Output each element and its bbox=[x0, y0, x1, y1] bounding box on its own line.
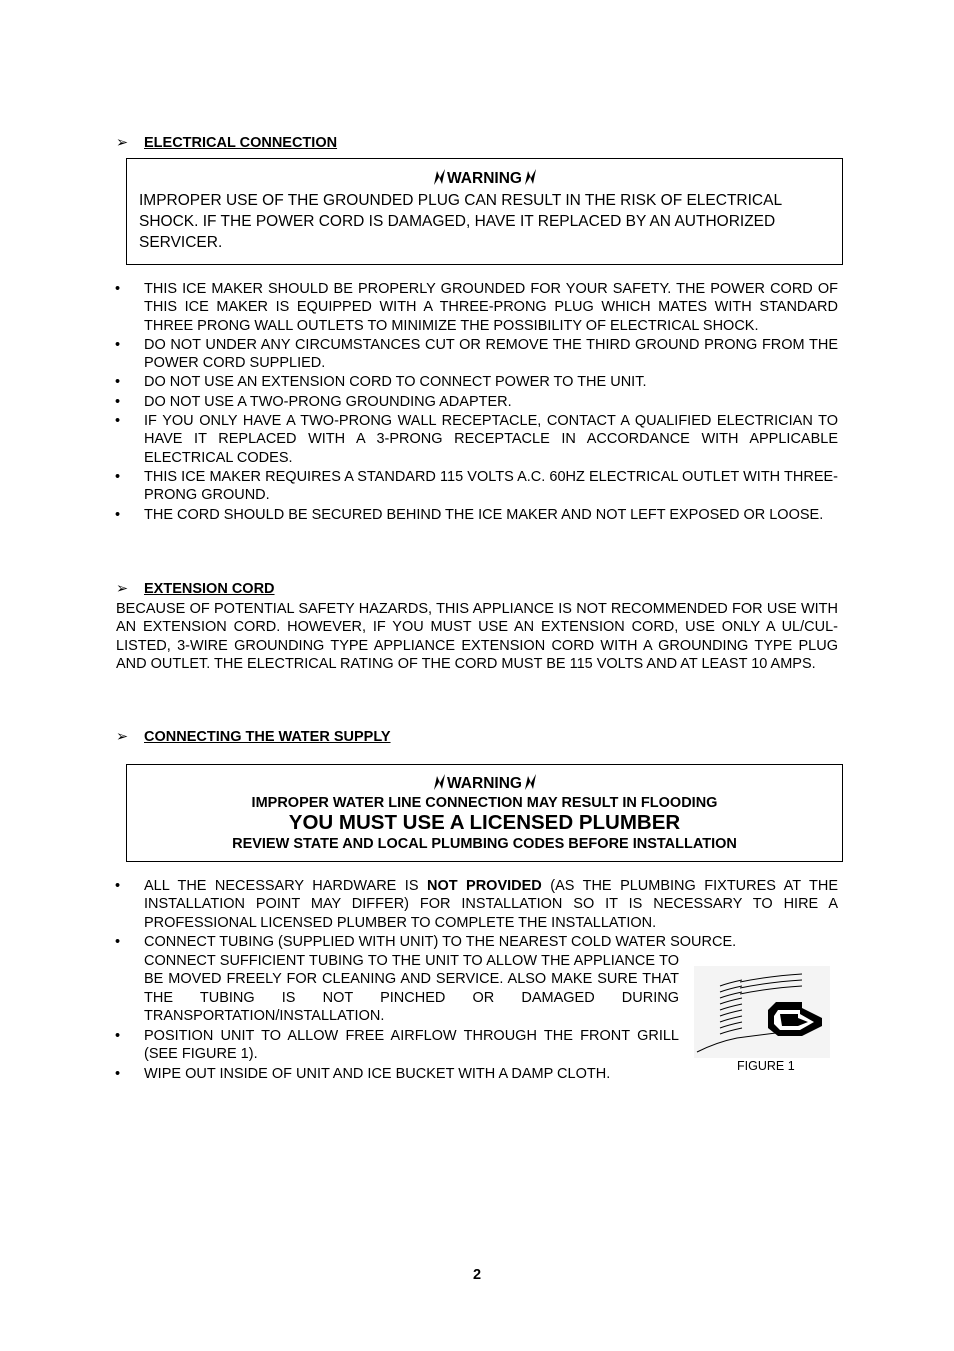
warning-label: WARNING bbox=[447, 170, 522, 187]
warning-title bbox=[127, 168, 842, 188]
warning-line: REVIEW STATE AND LOCAL PLUMBING CODES BEFORE INSTALLATION bbox=[232, 836, 737, 852]
figure-1-airflow-illustration bbox=[694, 966, 830, 1058]
section-title: EXTENSION CORD bbox=[144, 581, 275, 597]
list-item: • DO NOT USE A TWO-PRONG GROUNDING ADAPTER. bbox=[116, 393, 838, 411]
arrow-bullet-icon: ➢ bbox=[116, 135, 129, 151]
electrical-bullet-list bbox=[116, 280, 838, 524]
water-warning-box bbox=[126, 764, 843, 862]
list-item: • WIPE OUT INSIDE OF UNIT AND ICE BUCKET WITH A DAMP CLOTH. bbox=[116, 1065, 679, 1083]
page-number: 2 bbox=[472, 1267, 482, 1283]
water-bullet-list-top bbox=[116, 877, 838, 951]
list-item: • THIS ICE MAKER SHOULD BE PROPERLY GROUNDED FOR YOUR SAFETY. THE POWER CORD OF THIS ICE MAKER IS EQUIPPED WITH A THREE-PRONG PLUG WHICH MATES WITH STANDARD THREE PRONG WALL OUTLETS TO MINIMIZE THE POSSIBILITY OF ELECTRICAL SHOCK. bbox=[116, 280, 838, 335]
extension-paragraph: BECAUSE OF POTENTIAL SAFETY HAZARDS, THIS APPLIANCE IS NOT RECOMMENDED FOR USE WITH AN EXTENSION CORD. HOWEVER, IF YOU MUST USE AN EXTENSION CORD, USE ONLY A UL/CUL-LISTED, 3-WIRE GROUNDING TYPE APPLIANCE EXTENSION CORD WITH A GROUNDING TYPE PLUG AND OUTLET. THE ELECTRICAL RATING OF THE CORD MUST BE 115 VOLTS AND AT LEAST 10 AMPS. bbox=[116, 601, 838, 673]
list-item: • THE CORD SHOULD BE SECURED BEHIND THE ICE MAKER AND NOT LEFT EXPOSED OR LOOSE. bbox=[116, 506, 838, 524]
lightning-bolt-icon bbox=[522, 773, 538, 791]
list-item: • THIS ICE MAKER REQUIRES A STANDARD 115 VOLTS A.C. 60HZ ELECTRICAL OUTLET WITH THREE-PRONG GROUND. bbox=[116, 468, 838, 505]
water-heading bbox=[116, 729, 391, 745]
list-item: • CONNECT TUBING (SUPPLIED WITH UNIT) TO THE NEAREST COLD WATER SOURCE. bbox=[116, 933, 838, 951]
emphasis-text: NOT PROVIDED bbox=[426, 878, 542, 894]
list-item: • ALL THE NECESSARY HARDWARE IS NOT PROVIDED (AS THE PLUMBING FIXTURES AT THE INSTALLATION POINT MAY DIFFER) FOR INSTALLATION SO IT IS NECESSARY TO HIRE A PROFESSIONAL LICENSED PLUMBER TO COMPLETE THE INSTALLATION. bbox=[116, 877, 838, 932]
warning-text: IMPROPER USE OF THE GROUNDED PLUG CAN RESULT IN THE RISK OF ELECTRICAL SHOCK. IF THE POWER CORD IS DAMAGED, HAVE IT REPLACED BY AN AUTHORIZED SERVICER. bbox=[139, 192, 782, 251]
warning-emphasis: YOU MUST USE A LICENSED PLUMBER bbox=[288, 811, 681, 834]
list-item: • DO NOT UNDER ANY CIRCUMSTANCES CUT OR REMOVE THE THIRD GROUND PRONG FROM THE POWER CORD SUPPLIED. bbox=[116, 336, 838, 373]
water-bullet-list-bottom bbox=[116, 1027, 679, 1083]
warning-line: IMPROPER WATER LINE CONNECTION MAY RESULT IN FLOODING bbox=[251, 795, 718, 811]
section-title: ELECTRICAL CONNECTION bbox=[144, 135, 338, 151]
warning-label: WARNING bbox=[447, 775, 522, 792]
section-title: CONNECTING THE WATER SUPPLY bbox=[144, 729, 391, 745]
list-item: • DO NOT USE AN EXTENSION CORD TO CONNECT POWER TO THE UNIT. bbox=[116, 373, 838, 391]
warning-title bbox=[127, 773, 842, 793]
list-item: • IF YOU ONLY HAVE A TWO-PRONG WALL RECEPTACLE, CONTACT A QUALIFIED ELECTRICIAN TO HAVE IT REPLACED WITH A 3-PRONG RECEPTACLE IN ACCORDANCE WITH APPLICABLE ELECTRICAL CODES. bbox=[116, 412, 838, 467]
lightning-bolt-icon bbox=[431, 168, 447, 186]
list-item: • POSITION UNIT TO ALLOW FREE AIRFLOW THROUGH THE FRONT GRILL (SEE FIGURE 1). bbox=[116, 1027, 679, 1064]
electrical-heading bbox=[116, 135, 337, 151]
electrical-warning-box bbox=[126, 158, 843, 265]
arrow-bullet-icon: ➢ bbox=[116, 581, 129, 597]
airflow-grill-illustration bbox=[694, 966, 830, 1058]
list-item-continuation: CONNECT SUFFICIENT TUBING TO THE UNIT TO ALLOW THE APPLIANCE TO BE MOVED FREELY FOR CLEANING AND SERVICE. ALSO MAKE SURE THAT THE TUBING IS NOT PINCHED OR DAMAGED DURING TRANSPORTATION/INSTALLATION. bbox=[144, 953, 679, 1025]
lightning-bolt-icon bbox=[522, 168, 538, 186]
arrow-bullet-icon: ➢ bbox=[116, 729, 129, 745]
lightning-bolt-icon bbox=[431, 773, 447, 791]
extension-heading bbox=[116, 581, 275, 597]
figure-caption: FIGURE 1 bbox=[737, 1059, 795, 1073]
